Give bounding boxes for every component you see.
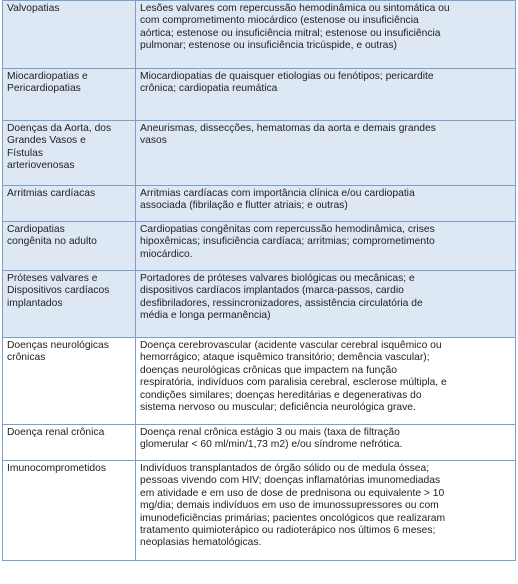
description-cell: Miocardiopatias de quaisquer etiologias ou fenótipos; pericardite crônica; cardiopatia reumática bbox=[136, 69, 516, 121]
table-row-valvopatias bbox=[3, 1, 516, 69]
description-cell: Doença cerebrovascular (acidente vascular cerebral isquêmico ou hemorrágico; ataque isquêmico transitório; demência vascular); doenças neurológicas crônicas que impactem na função respiratória, indivíduos com paralisia cerebral, esclerose múltipla, e condições similares; doenças hereditárias e degenerativas do sistema nervoso ou muscular; deficiência neurológica grave. bbox=[136, 338, 516, 425]
description-cell: Arritmias cardíacas com importância clínica e/ou cardiopatia associada (fibrilação e flutter atriais; e outras) bbox=[136, 186, 516, 222]
description-cell: Indivíduos transplantados de órgão sólido ou de medula óssea; pessoas vivendo com HIV; doenças inflamatórias imunomediadas em atividade e em uso de dose de prednisona ou equivalente > 10 mg/dia; demais indivíduos em uso de imunossupressores ou com imunodeficiências primárias; pacientes oncológicos que realizaram tratamento quimioterápico ou radioterápico nos últimos 6 meses; neoplasias hematológicas. bbox=[136, 461, 516, 561]
table-row-miocardiopatias bbox=[3, 69, 516, 121]
comorbidities-table bbox=[2, 0, 516, 561]
category-cell: Valvopatias bbox=[3, 1, 136, 69]
category-cell: Arritmias cardíacas bbox=[3, 186, 136, 222]
table-row-imunocomprometidos bbox=[3, 461, 516, 561]
table-row-doencas-neurologicas bbox=[3, 338, 516, 425]
category-cell: Doença renal crônica bbox=[3, 425, 136, 461]
category-cell: Doenças neurológicas crônicas bbox=[3, 338, 136, 425]
category-cell: Imunocomprometidos bbox=[3, 461, 136, 561]
category-cell: Doenças da Aorta, dos Grandes Vasos e Fístulas arteriovenosas bbox=[3, 121, 136, 186]
category-cell: Cardiopatias congênita no adulto bbox=[3, 222, 136, 271]
description-cell: Portadores de próteses valvares biológicas ou mecânicas; e dispositivos cardíacos implantados (marca-passos, cardio desfibriladores, ressincronizadores, assistência circulatória de média e longa permanência) bbox=[136, 271, 516, 338]
table-row-arritmias bbox=[3, 186, 516, 222]
category-cell: Miocardiopatias e Pericardiopatias bbox=[3, 69, 136, 121]
description-cell: Cardiopatias congênitas com repercussão hemodinâmica, crises hipoxêmicas; insuficiência cardíaca; arritmias; comprometimento miocárdico. bbox=[136, 222, 516, 271]
description-cell: Doença renal crônica estágio 3 ou mais (taxa de filtração glomerular < 60 ml/min/1,73 m2) e/ou síndrome nefrótica. bbox=[136, 425, 516, 461]
table-row-doenca-renal bbox=[3, 425, 516, 461]
description-cell: Aneurismas, dissecções, hematomas da aorta e demais grandes vasos bbox=[136, 121, 516, 186]
description-cell: Lesões valvares com repercussão hemodinâmica ou sintomática ou com comprometimento miocárdico (estenose ou insuficiência aórtica; estenose ou insuficiência mitral; estenose ou insuficiência pulmonar; estenose ou insuficiência tricúspide, e outras) bbox=[136, 1, 516, 69]
table-row-proteses-valvares bbox=[3, 271, 516, 338]
category-cell: Próteses valvares e Dispositivos cardíacos implantados bbox=[3, 271, 136, 338]
table-row-cardiopatias-congenitas bbox=[3, 222, 516, 271]
table-row-doencas-aorta bbox=[3, 121, 516, 186]
